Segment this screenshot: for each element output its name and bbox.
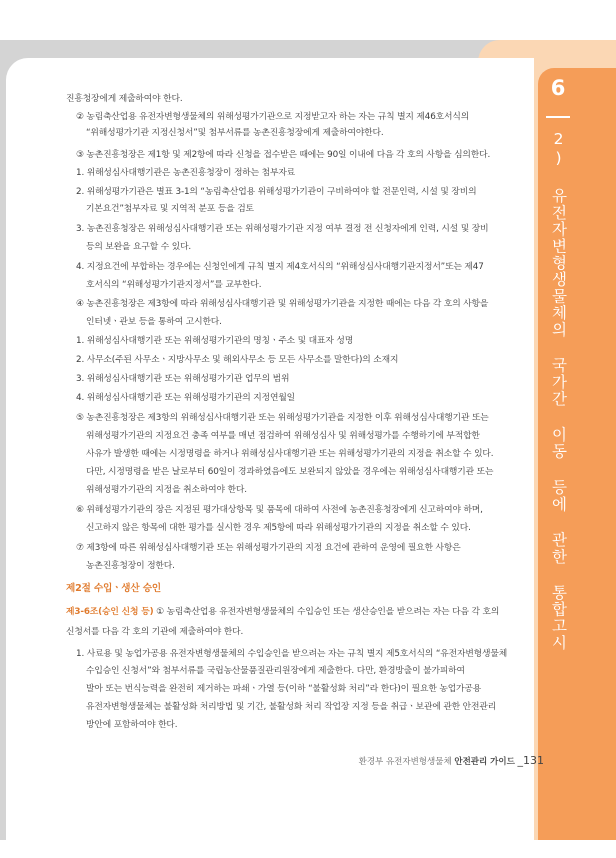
footer-publisher: 환경부 유전자변형생물체: [358, 757, 455, 767]
text-line: 2. 위해성평가기관은 별표 3-1의 “농림축산업용 위해성평가기관이 구비하여야 할 전문인력, 시설 및 장비의: [76, 187, 477, 197]
footer-guide: 안전관리 가이드: [454, 757, 515, 767]
text-line: ④ 농촌진흥청장은 제3항에 따라 위해성심사대행기관 및 위해성평가기관을 지정한 때에는 다음 각 호의 사항을: [76, 299, 489, 309]
text-line: 발아 또는 번식능력을 완전히 제거하는 파쇄ㆍ가열 등(이하 “불활성화 처리”라 한다)이 필요한 농업가공용: [86, 684, 482, 694]
text-line: 등의 보완을 요구할 수 있다.: [86, 242, 192, 252]
text-line: 수입승인 신청서”와 첨부서류를 국립농산물품질관리원장에게 제출한다. 다만, 환경방출이 불가피하여: [86, 666, 465, 676]
text-line: ⑥ 위해성평가기관의 장은 지정된 평가대상항목 및 품목에 대하여 사전에 농촌진흥청장에게 신고하여야 하며,: [76, 505, 483, 515]
text-line: 3. 위해성심사대행기관 또는 위해성평가기관 업무의 범위: [76, 374, 290, 384]
article-second-line: 신청서를 다음 각 호의 기관에 제출하여야 한다.: [66, 627, 244, 637]
section-heading: 제2절 수입ㆍ생산 승인: [66, 583, 161, 594]
text-line: 농촌진흥청장이 정한다.: [86, 561, 175, 571]
text-line: 다만, 시정명령을 받은 날로부터 60일이 경과하였음에도 보완되지 않았을 경우에는 위해성심사대행기관 또는: [86, 467, 494, 477]
chapter-vertical-title: 2) 유전자변형생물체의 국가간 이동 등에 관한 통합고시: [549, 130, 568, 651]
text-line: 진흥청장에게 제출하여야 한다.: [66, 94, 183, 104]
text-line: 호서식의 “위해성평가기관지정서”를 교부한다.: [86, 280, 262, 290]
text-line: ③ 농촌진흥청장은 제1항 및 제2항에 따라 신청을 접수받은 때에는 90일 이내에 다음 각 호의 사항을 심의한다.: [76, 150, 491, 160]
text-line: 1. 위해성심사대행기관은 농촌진흥청장이 정하는 첨부자료: [76, 168, 296, 178]
chapter-number: 6: [550, 76, 566, 100]
article-first-line: [66, 607, 499, 618]
text-line: 4. 지정요건에 부합하는 경우에는 신청인에게 규칙 별지 제4호서식의 “위해성심사대행기관지정서”또는 제47: [76, 262, 484, 272]
text-line: ⑤ 농촌진흥청장은 제3항의 위해성심사대행기관 또는 위해성평가기관을 지정한 이후 위해성심사대행기관 또는: [76, 413, 489, 423]
text-line: 신고하지 않은 항목에 대한 평가를 실시한 경우 제5항에 따라 위해성평가기관의 지정을 취소할 수 있다.: [86, 523, 471, 533]
text-line: 3. 농촌진흥청장은 위해성심사대행기관 또는 위해성평가기관 지정 여부 결정 전 신청자에게 인력, 시설 및 장비: [76, 224, 489, 234]
text-line: 1. 사료용 및 농업가공용 유전자변형생물체의 수입승인을 받으려는 자는 규칙 별지 제5호서식의 “유전자변형생물체: [76, 649, 508, 659]
text-line: 위해성평가기관의 지정요건 충족 여부를 매년 점검하여 위해성심사 및 위해성평가를 수행하기에 부적합한: [86, 431, 480, 441]
page-number: _131: [517, 754, 544, 767]
text-line: 기본요건”첨부자료 및 지역적 분포 등을 검토: [86, 204, 254, 214]
text-line: “위해성평가기관 지정신청서”및 첨부서류를 농촌진흥청장에게 제출하여야한다.: [86, 128, 384, 138]
text-line: 2. 사무소(주된 사무소ㆍ지방사무소 및 해외사무소 등 모든 사무소를 말한다)의 소재지: [76, 355, 399, 365]
article-label: 제3-6조(승인 신청 등): [66, 607, 154, 617]
text-line: 위해성평가기관의 지정을 취소하여야 한다.: [86, 485, 247, 495]
text-line: 방안에 포함하여야 한다.: [86, 720, 178, 730]
article-first-line-text: ① 농림축산업용 유전자변형생물체의 수입승인 또는 생산승인을 받으려는 자는 다음 각 호의: [153, 607, 500, 617]
text-line: 인터넷ㆍ관보 등을 통하여 고시한다.: [86, 317, 222, 327]
text-line: 4. 위해성심사대행기관 또는 위해성평가기관의 지정연월일: [76, 393, 296, 403]
text-line: 유전자변형생물체는 불활성화 처리방법 및 기간, 불활성화 처리 작업장 지정 등을 취급ㆍ보관에 관한 안전관리: [86, 702, 497, 712]
text-line: ② 농림축산업용 유전자변형생물체의 위해성평가기관으로 지정받고자 하는 자는 규칙 별지 제46호서식의: [76, 112, 470, 122]
text-line: 사유가 발생한 때에는 시정명령을 하거나 위해성심사대행기관 또는 위해성평가기관의 지정을 취소할 수 있다.: [86, 449, 494, 459]
text-line: 1. 위해성심사대행기관 또는 위해성평가기관의 명칭ㆍ주소 및 대표자 성명: [76, 336, 354, 346]
page-footer: [359, 754, 544, 767]
text-line: ⑦ 제3항에 따른 위해성심사대행기관 또는 위해성평가기관의 지정 요건에 관하여 운영에 필요한 사항은: [76, 543, 461, 553]
